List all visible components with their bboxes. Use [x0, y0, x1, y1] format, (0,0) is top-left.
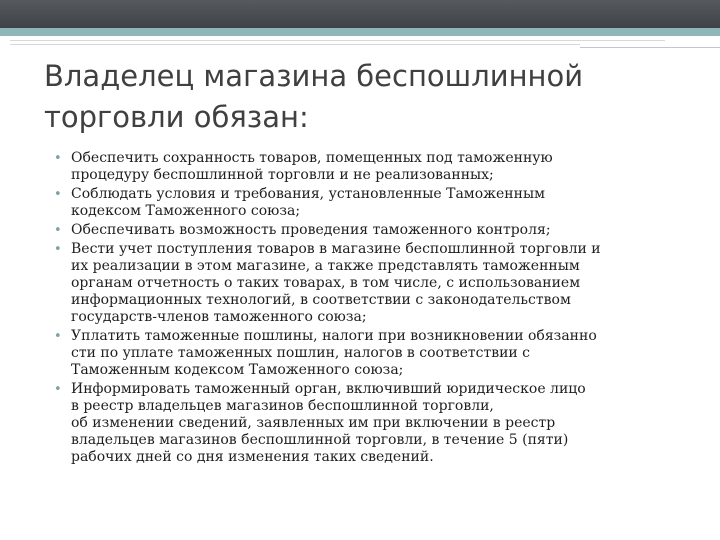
title-line: Владелец магазина беспошлинной — [44, 59, 584, 93]
bullet-line: • Соблюдать условия и требования, установленные Таможенным — [71, 186, 545, 202]
list-item — [54, 186, 684, 220]
divider-line — [580, 47, 720, 48]
bullet-line: владельцев магазинов беспошлинной торговли, в течение 5 (пяти) — [71, 432, 569, 448]
divider-line — [10, 44, 580, 45]
bullet-line: сти по уплате таможенных пошлин, налогов в соответствии с — [71, 345, 531, 361]
list-item — [54, 241, 684, 326]
obligations-list — [54, 150, 684, 468]
top-header-bar — [0, 0, 720, 28]
bullet-line: государств-членов таможенного союза; — [71, 309, 367, 325]
bullet-line: органам отчетность о таких товарах, в том числе, с использованием — [71, 275, 581, 291]
bullet-line: • Вести учет поступления товаров в магазине беспошлинной торговли и — [71, 241, 601, 257]
list-item — [54, 381, 684, 466]
list-item — [54, 222, 684, 239]
bullet-line: • Обеспечивать возможность проведения таможенного контроля; — [71, 222, 551, 238]
bullet-line: рабочих дней со дня изменения таких сведений. — [71, 449, 434, 465]
list-item — [54, 150, 684, 184]
accent-stripe — [0, 28, 720, 36]
bullet-line: Таможенным кодексом Таможенного союза; — [71, 362, 404, 378]
bullet-line: • Обеспечить сохранность товаров, помещенных под таможенную — [71, 150, 553, 166]
bullet-line: • Информировать таможенный орган, включивший юридическое лицо — [71, 381, 586, 397]
slide-title — [44, 56, 684, 138]
bullet-line: их реализации в этом магазине, а также представлять таможенным — [71, 258, 580, 274]
bullet-line: • Уплатить таможенные пошлины, налоги при возникновении обязанно — [71, 328, 597, 344]
bullet-line: в реестр владельцев магазинов беспошлинной торговли, — [71, 398, 494, 414]
divider-line — [10, 40, 665, 41]
bullet-line: кодексом Таможенного союза; — [71, 203, 301, 219]
bullet-line: информационных технологий, в соответствии с законодательством — [71, 292, 571, 308]
title-line: торговли обязан: — [44, 100, 309, 134]
bullet-line: об изменении сведений, заявленных им при включении в реестр — [71, 415, 556, 431]
list-item — [54, 328, 684, 379]
bullet-line: процедуру беспошлинной торговли и не реализованных; — [71, 167, 494, 183]
